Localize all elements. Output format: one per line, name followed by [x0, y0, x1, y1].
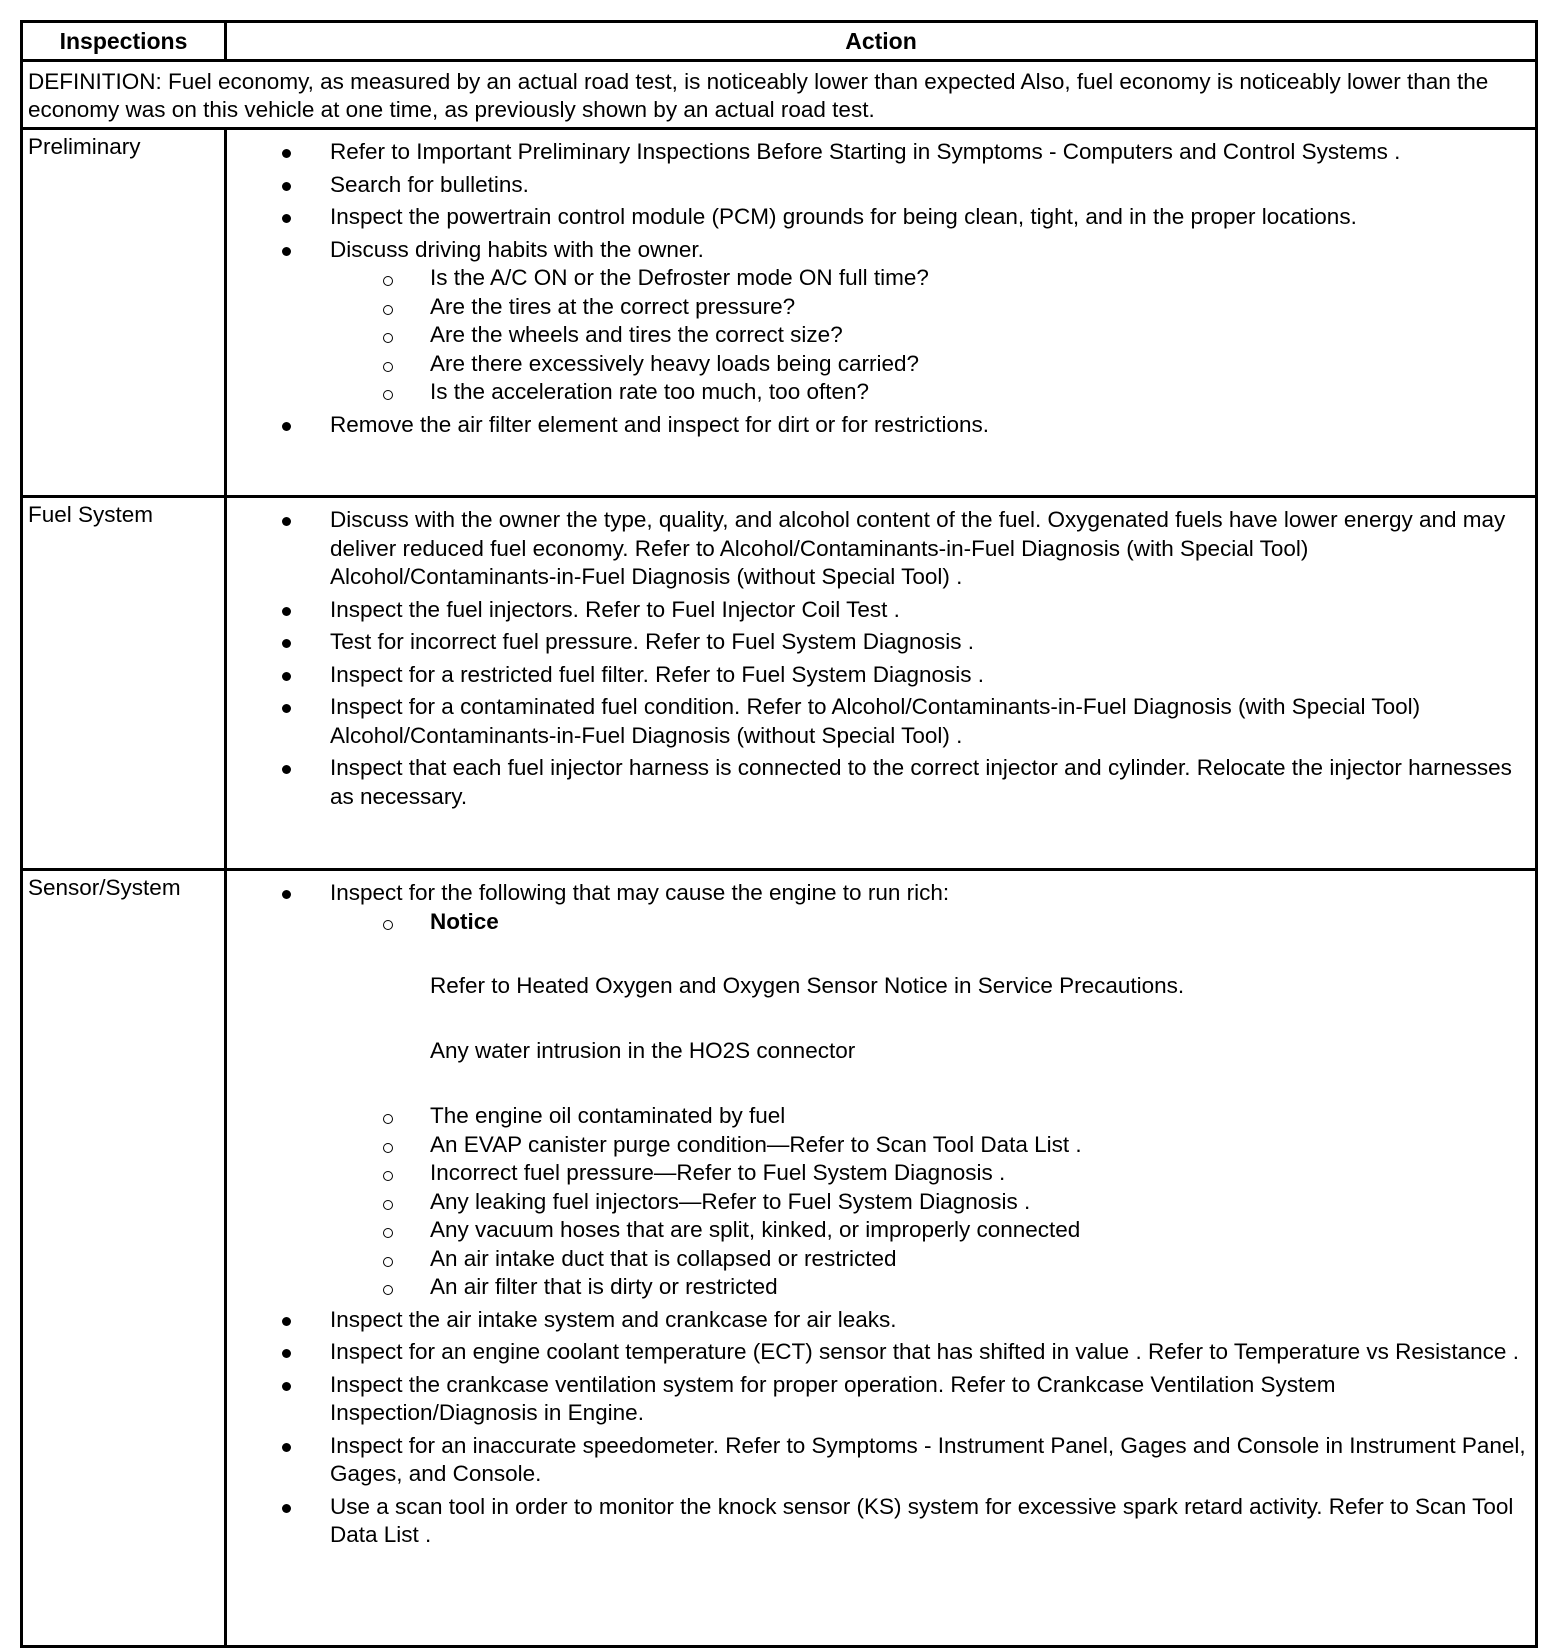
list-item	[330, 236, 1531, 407]
notice-item-text: Any water intrusion in the HO2S connector	[430, 1037, 856, 1063]
list-item: Remove the air filter element and inspect for dirt or for restrictions.	[330, 411, 1531, 440]
list-item: Inspect for a restricted fuel filter. Refer to Fuel System Diagnosis .	[330, 661, 1531, 690]
notice-title: Notice	[430, 908, 499, 934]
preliminary-label: Preliminary	[22, 129, 226, 497]
rich-causes-list	[330, 908, 1531, 1302]
sensor-system-actions	[226, 870, 1537, 1647]
fuel-system-row	[22, 497, 1537, 870]
notice-text: Refer to Heated Oxygen and Oxygen Sensor Notice in Service Precautions.	[430, 973, 1185, 998]
sub-list-item: Is the acceleration rate too much, too often?	[430, 378, 1531, 407]
list-item: Inspect the air intake system and crankcase for air leaks.	[330, 1306, 1531, 1335]
diagnostic-table	[20, 20, 1538, 1648]
driving-habits-list	[330, 264, 1531, 407]
list-item-text: Discuss driving habits with the owner.	[330, 236, 704, 262]
list-item: Inspect for an engine coolant temperature (ECT) sensor that has shifted in value . Refer to Temperature vs Resistance .	[330, 1338, 1531, 1367]
list-item-text: Inspect for the following that may cause the engine to run rich:	[330, 880, 950, 905]
list-item: Inspect that each fuel injector harness is connected to the correct injector and cylinder. Relocate the injector harnesses as necessary.	[330, 754, 1531, 811]
header-row	[22, 22, 1537, 61]
sensor-system-list	[227, 879, 1531, 1550]
sensor-system-label: Sensor/System	[22, 870, 226, 1647]
sub-list-item: Is the A/C ON or the Defroster mode ON full time?	[430, 264, 1531, 293]
sub-list-item: Any leaking fuel injectors—Refer to Fuel System Diagnosis .	[430, 1188, 1531, 1217]
list-item: Use a scan tool in order to monitor the knock sensor (KS) system for excessive spark retard activity. Refer to Scan Tool Data List .	[330, 1493, 1531, 1550]
list-item: Discuss with the owner the type, quality, and alcohol content of the fuel. Oxygenated fuels have lower energy and may deliver reduced fuel economy. Refer to Alcohol/Contaminants-in-Fuel Diagnosis (with Special Tool) Alcohol/Contaminants-in-Fuel Diagnosis (without Special Tool) .	[330, 506, 1531, 592]
sub-list-item: Are the tires at the correct pressure?	[430, 293, 1531, 322]
list-item: Inspect the powertrain control module (PCM) grounds for being clean, tight, and in the proper locations.	[330, 203, 1531, 232]
sub-list-item: The engine oil contaminated by fuel	[430, 1102, 1531, 1131]
fuel-system-list	[227, 506, 1531, 811]
notice-item	[430, 908, 1531, 1066]
sub-list-item: An air intake duct that is collapsed or restricted	[430, 1245, 1531, 1274]
sub-list-item: Any vacuum hoses that are split, kinked, or improperly connected	[430, 1216, 1531, 1245]
definition-text: DEFINITION: Fuel economy, as measured by an actual road test, is noticeably lower than expected Also, fuel economy is noticeably lower than the economy was on this vehicle at one time, as previously shown by an actual road test.	[22, 61, 1537, 129]
sub-list-item: An EVAP canister purge condition—Refer to Scan Tool Data List .	[430, 1131, 1531, 1160]
list-item: Inspect the crankcase ventilation system for proper operation. Refer to Crankcase Ventilation System Inspection/Diagnosis in Engine.	[330, 1371, 1531, 1428]
definition-row	[22, 61, 1537, 129]
list-item: Refer to Important Preliminary Inspections Before Starting in Symptoms - Computers and Control Systems .	[330, 138, 1531, 167]
list-item: Inspect the fuel injectors. Refer to Fuel Injector Coil Test .	[330, 596, 1531, 625]
list-item: Search for bulletins.	[330, 171, 1531, 200]
fuel-system-label: Fuel System	[22, 497, 226, 870]
list-item	[330, 879, 1531, 1302]
sub-list-item: Are there excessively heavy loads being carried?	[430, 350, 1531, 379]
header-action: Action	[226, 22, 1537, 61]
list-item: Inspect for an inaccurate speedometer. Refer to Symptoms - Instrument Panel, Gages and Console in Instrument Panel, Gages, and Console.	[330, 1432, 1531, 1489]
list-item: Test for incorrect fuel pressure. Refer to Fuel System Diagnosis .	[330, 628, 1531, 657]
preliminary-list	[227, 138, 1531, 439]
header-inspections: Inspections	[22, 22, 226, 61]
preliminary-row	[22, 129, 1537, 497]
sub-list-item: Are the wheels and tires the correct size?	[430, 321, 1531, 350]
sub-list-item: Incorrect fuel pressure—Refer to Fuel System Diagnosis .	[430, 1159, 1531, 1188]
preliminary-actions	[226, 129, 1537, 497]
sub-list-item: An air filter that is dirty or restricted	[430, 1273, 1531, 1302]
fuel-system-actions	[226, 497, 1537, 870]
sensor-system-row	[22, 870, 1537, 1647]
list-item: Inspect for a contaminated fuel condition. Refer to Alcohol/Contaminants-in-Fuel Diagnosis (with Special Tool) Alcohol/Contaminants-in-Fuel Diagnosis (without Special Tool) .	[330, 693, 1531, 750]
